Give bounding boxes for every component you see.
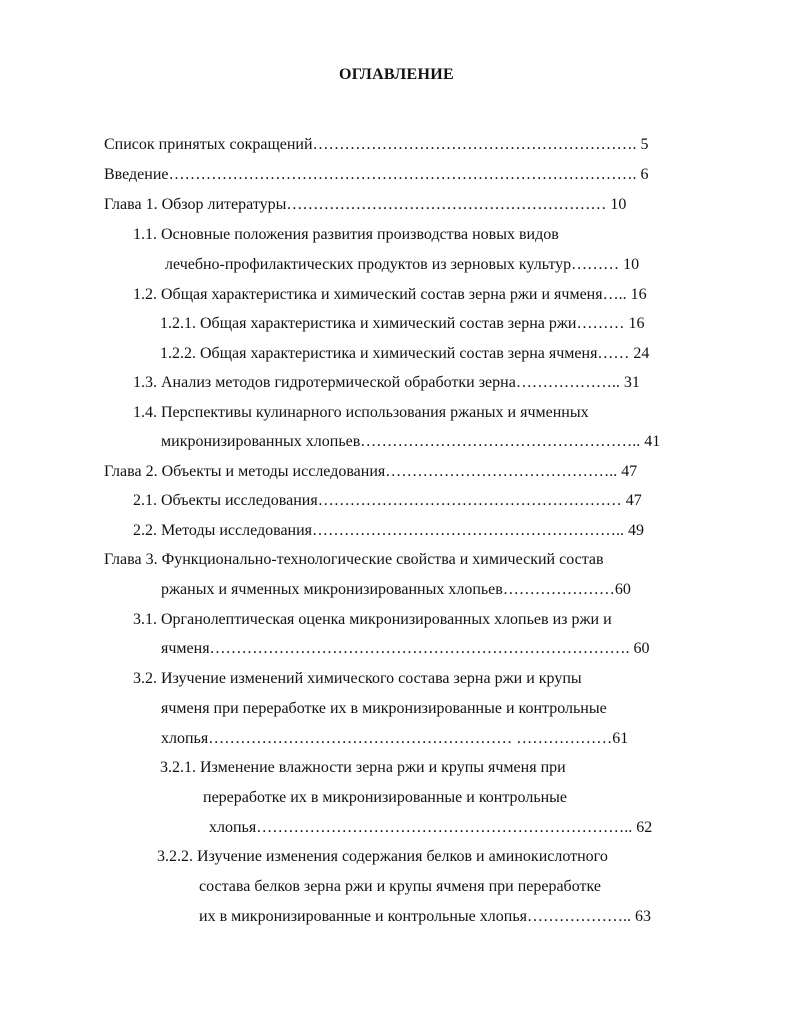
toc-entry-1-2-2: 1.2.2. Общая характеристика и химический состав зерна ячменя…… 24 <box>160 345 650 362</box>
toc-entry-chapter-1: Глава 1. Обзор литературы…………………………………………………… 10 <box>104 196 627 213</box>
toc-entry-2-1: 2.1. Объекты исследования………………………………………………… 47 <box>133 492 642 509</box>
toc-entry-3-1-continued: ячменя……………………………………………………………………. 60 <box>161 640 650 657</box>
toc-entry-2-2: 2.2. Методы исследования………………………………………………….. 49 <box>133 522 645 539</box>
toc-entry-1-2: 1.2. Общая характеристика и химический состав зерна ржи и ячменя….. 16 <box>133 286 647 303</box>
page-title: ОГЛАВЛЕНИЕ <box>339 66 454 83</box>
toc-entry-3-2-2: 3.2.2. Изучение изменения содержания белков и аминокислотного <box>157 848 608 865</box>
toc-entry-3-2-continued-b: хлопья………………………………………………… ………………61 <box>161 730 629 747</box>
toc-entry-1-3: 1.3. Анализ методов гидротермической обработки зерна……………….. 31 <box>133 374 640 391</box>
toc-entry-1-4-continued: микронизированных хлопьев…………………………………………….. 41 <box>161 433 661 450</box>
toc-entry-3-2-1: 3.2.1. Изменение влажности зерна ржи и крупы ячменя при <box>160 759 566 776</box>
toc-entry-1-4: 1.4. Перспективы кулинарного использования ржаных и ячменных <box>133 404 589 421</box>
toc-entry-3-2-continued-a: ячменя при переработке их в микронизированные и контрольные <box>161 700 607 717</box>
toc-entry-3-2: 3.2. Изучение изменений химического состава зерна ржи и крупы <box>133 670 582 687</box>
toc-entry-3-1: 3.1. Органолептическая оценка микронизированных хлопьев из ржи и <box>133 611 612 628</box>
toc-entry-chapter-2: Глава 2. Объекты и методы исследования…………………………………….. 47 <box>104 463 638 480</box>
toc-entry-introduction: Введение……………………………………………………………………………. 6 <box>104 166 649 183</box>
toc-entry-abbreviations: Список принятых сокращений……………………………………………………. 5 <box>104 136 649 153</box>
toc-entry-3-2-2-continued-a: состава белков зерна ржи и крупы ячменя при переработке <box>199 878 601 895</box>
toc-entry-chapter-3-continued: ржаных и ячменных микронизированных хлопьев…………………60 <box>161 581 631 598</box>
toc-entry-3-2-2-continued-b: их в микронизированные и контрольные хлопья……………….. 63 <box>199 908 651 925</box>
toc-entry-chapter-3: Глава 3. Функционально-технологические свойства и химический состав <box>104 551 604 568</box>
toc-entry-3-2-1-continued-a: переработке их в микронизированные и контрольные <box>203 789 568 806</box>
toc-entry-3-2-1-continued-b: хлопья…………………………………………………………….. 62 <box>209 819 653 836</box>
toc-entry-1-1: 1.1. Основные положения развития производства новых видов <box>133 226 559 243</box>
toc-entry-1-1-continued: лечебно-профилактических продуктов из зерновых культур……… 10 <box>165 256 640 273</box>
toc-entry-1-2-1: 1.2.1. Общая характеристика и химический состав зерна ржи……… 16 <box>160 315 645 332</box>
